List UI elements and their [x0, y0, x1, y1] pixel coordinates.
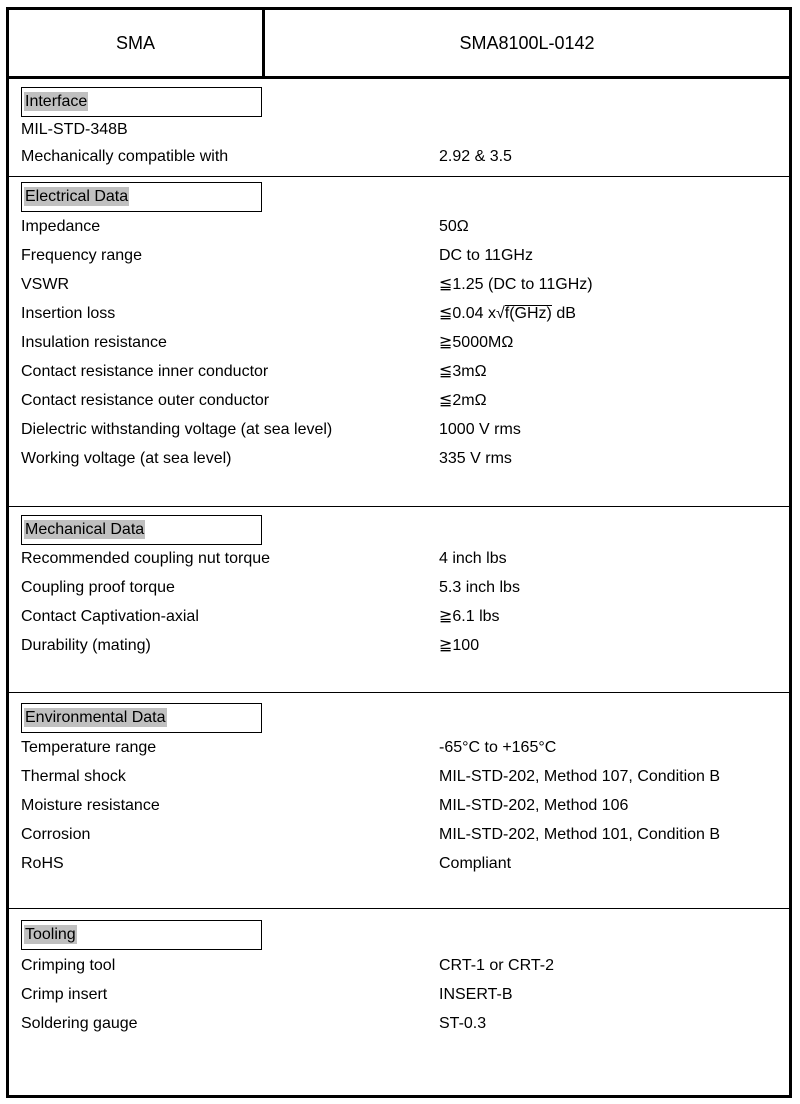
series-name: SMA — [9, 10, 265, 76]
spec-row — [21, 300, 789, 328]
spec-row — [21, 763, 789, 791]
spec-row — [21, 387, 789, 415]
spec-value: Compliant — [439, 855, 512, 872]
section-title: Electrical Data — [25, 188, 129, 205]
spec-row — [21, 1010, 789, 1038]
section-title-box — [21, 182, 262, 212]
spec-value: -65°C to +165°C — [439, 739, 557, 756]
spec-label: Thermal shock — [21, 768, 126, 785]
spec-value: MIL-STD-202, Method 106 — [439, 797, 629, 814]
spec-label: Impedance — [21, 218, 101, 235]
mechanical-section — [9, 506, 789, 692]
spec-label: Crimping tool — [21, 957, 116, 974]
spec-label: Crimp insert — [21, 986, 108, 1003]
radical-sign: √ — [496, 305, 505, 322]
environmental-section — [9, 692, 789, 908]
spec-value: DC to 11GHz — [439, 247, 533, 264]
spec-value: CRT-1 or CRT-2 — [439, 957, 554, 974]
spec-row — [21, 981, 789, 1009]
spec-row — [21, 603, 789, 631]
spec-value: ≧6.1 lbs — [439, 608, 500, 625]
spec-label: Durability (mating) — [21, 637, 151, 654]
spec-row — [21, 850, 789, 878]
spec-header — [9, 10, 789, 79]
spec-label: Corrosion — [21, 826, 91, 843]
spec-label: Soldering gauge — [21, 1015, 138, 1032]
spec-value: 5.3 inch lbs — [439, 579, 520, 596]
spec-value: MIL-STD-202, Method 101, Condition B — [439, 826, 721, 843]
electrical-section — [9, 176, 789, 506]
spec-value: ≧5000MΩ — [439, 334, 514, 351]
spec-label: Moisture resistance — [21, 797, 160, 814]
section-title-box — [21, 703, 262, 733]
section-title: Interface — [25, 93, 88, 110]
formula-prefix: ≦0.04 x — [439, 305, 496, 322]
spec-row — [21, 632, 789, 660]
section-title: Environmental Data — [25, 709, 166, 726]
spec-label: MIL-STD-348B — [21, 121, 128, 138]
insertion-loss-formula — [439, 300, 576, 328]
spec-row — [21, 143, 789, 171]
formula-unit: dB — [551, 305, 576, 322]
spec-value: 1000 V rms — [439, 421, 521, 438]
spec-value: 335 V rms — [439, 450, 512, 467]
spec-value: ≧100 — [439, 637, 480, 654]
spec-value: MIL-STD-202, Method 107, Condition B — [439, 768, 721, 785]
square-root — [496, 300, 552, 328]
spec-label: RoHS — [21, 855, 64, 872]
spec-value: 50Ω — [439, 218, 469, 235]
spec-value: ≦2mΩ — [439, 392, 487, 409]
spec-value: ≦1.25 (DC to 11GHz) — [439, 276, 593, 293]
part-number: SMA8100L-0142 — [459, 32, 595, 53]
radicand: f(GHz) — [504, 305, 552, 322]
spec-row — [21, 952, 789, 980]
section-title-box — [21, 920, 262, 950]
tooling-section — [9, 908, 789, 1095]
spec-value: ≦3mΩ — [439, 363, 487, 380]
spec-label: Insertion loss — [21, 305, 116, 322]
spec-row — [21, 271, 789, 299]
spec-row — [21, 242, 789, 270]
section-title-box — [21, 87, 262, 117]
spec-label: Contact resistance outer conductor — [21, 392, 270, 409]
spec-label: Contact resistance inner conductor — [21, 363, 269, 380]
spec-row — [21, 116, 789, 144]
spec-label: Dielectric withstanding voltage (at sea level) — [21, 421, 333, 438]
spec-row — [21, 574, 789, 602]
spec-row — [21, 734, 789, 762]
interface-section — [9, 79, 789, 176]
spec-row — [21, 545, 789, 573]
spec-value: 2.92 & 3.5 — [439, 148, 512, 165]
spec-label: Insulation resistance — [21, 334, 167, 351]
spec-label: Coupling proof torque — [21, 579, 175, 596]
spec-value: INSERT-B — [439, 986, 513, 1003]
spec-label: Temperature range — [21, 739, 157, 756]
spec-row — [21, 416, 789, 444]
spec-row — [21, 445, 789, 473]
section-title: Tooling — [25, 926, 76, 943]
spec-label: Recommended coupling nut torque — [21, 550, 271, 567]
spec-label: Frequency range — [21, 247, 142, 264]
section-title: Mechanical Data — [25, 521, 145, 538]
spec-row — [21, 821, 789, 849]
spec-row — [21, 213, 789, 241]
spec-label: Contact Captivation-axial — [21, 608, 199, 625]
spec-label: Working voltage (at sea level) — [21, 450, 232, 467]
spec-row — [21, 329, 789, 357]
spec-sheet — [6, 7, 792, 1098]
spec-label: VSWR — [21, 276, 69, 293]
spec-value: ST-0.3 — [439, 1015, 487, 1032]
spec-label: Mechanically compatible with — [21, 148, 229, 165]
section-title-box — [21, 515, 262, 545]
spec-row — [21, 792, 789, 820]
spec-row — [21, 358, 789, 386]
spec-value: 4 inch lbs — [439, 550, 507, 567]
